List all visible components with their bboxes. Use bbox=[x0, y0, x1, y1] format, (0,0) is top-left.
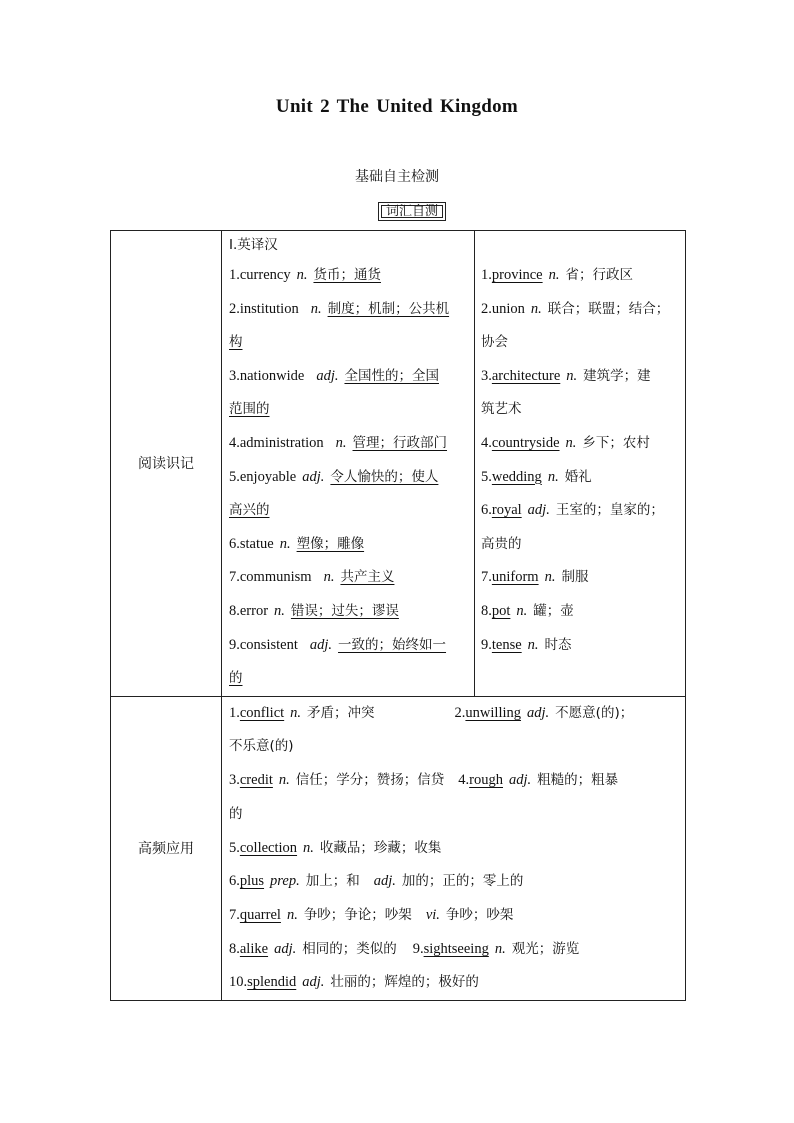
left-column-cell: Ⅰ.英译汉 1.currency n. 货币；通货 2.institution n. 制度；机制；公共机 构 3.nationwide adj. 全国性的；全国 范围的 4.administration n. 管理；行政部门 5.enjoyable adj. 令人愉快的；使人 高兴的 6.statue n. 塑像；雕像 7.communism n. 共产主义 8.error n. 错误；过失；谬误 9.consistent adj. 一致的；始终如一 的 bbox=[222, 231, 475, 697]
list-item: 9.tense n. 时态 bbox=[481, 636, 572, 653]
row-label-reading: 阅读识记 bbox=[111, 231, 222, 697]
list-item: 10.splendid adj. 壮丽的；辉煌的；极好的 bbox=[229, 974, 479, 991]
list-item: 1.currency n. 货币；通货 bbox=[229, 267, 381, 283]
list-item: 4.administration n. 管理；行政部门 bbox=[229, 434, 448, 451]
list-item: 6.statue n. 塑像；雕像 bbox=[229, 535, 365, 552]
exercise-heading: Ⅰ.英译汉 bbox=[229, 237, 278, 253]
list-item: 8.error n. 错误；过失；谬误 bbox=[229, 602, 399, 619]
list-item: 7.uniform n. 制服 bbox=[481, 569, 589, 586]
list-item: 3.credit n. 信任；学分；赞扬；信贷 4.rough adj. 粗糙的；粗暴 bbox=[229, 772, 619, 789]
list-item: 4.countryside n. 乡下；农村 bbox=[481, 434, 650, 451]
vocabulary-table bbox=[110, 230, 686, 1001]
list-item: 1.province n. 省；行政区 bbox=[481, 267, 633, 283]
list-item: 3.architecture n. 建筑学；建 bbox=[481, 367, 651, 384]
list-item: 5.collection n. 收藏品；珍藏；收集 bbox=[229, 839, 442, 856]
section-subtitle: 基础自主检测 bbox=[355, 169, 439, 185]
list-item: 5.enjoyable adj. 令人愉快的；使人 bbox=[229, 468, 439, 485]
list-item: 7.communism n. 共产主义 bbox=[229, 569, 395, 586]
row-label-frequent: 高频应用 bbox=[111, 696, 222, 1000]
list-item: 9.consistent adj. 一致的；始终如一 bbox=[229, 636, 447, 653]
section-box-label bbox=[378, 202, 446, 221]
list-item: 8.alike adj. 相同的；类似的 9.sightseeing n. 观光；游览 bbox=[229, 940, 580, 957]
list-item: 6.royal adj. 王室的；皇家的； bbox=[481, 502, 664, 519]
list-item: 2.institution n. 制度；机制；公共机 bbox=[229, 300, 450, 317]
page-title: Unit 2 The United Kingdom bbox=[275, 96, 519, 117]
table-row-frequent bbox=[111, 696, 686, 1000]
list-item: 1.conflict n. 矛盾；冲突 2.unwilling adj. 不愿意(的)； bbox=[229, 704, 634, 721]
section-box-text: 词汇自测 bbox=[385, 204, 438, 219]
list-item: 2.union n. 联合；联盟；结合； bbox=[481, 300, 670, 317]
right-column-cell: 1.province n. 省；行政区 2.union n. 联合；联盟；结合； 协会 3.architecture n. 建筑学；建 筑艺术 4.countryside n. 乡下；农村 5.wedding n. 婚礼 6.royal adj. 王室的；皇家的； 高贵的 7.uniform n. 制服 8.pot n. 罐；壶 9.tense n. 时态 bbox=[475, 231, 686, 697]
list-item: 3.nationwide adj. 全国性的；全国 bbox=[229, 367, 439, 384]
list-item: 5.wedding n. 婚礼 bbox=[481, 468, 592, 485]
table-row-reading bbox=[111, 231, 686, 697]
frequent-words-cell: 1.conflict n. 矛盾；冲突 2.unwilling adj. 不愿意(的)； 不乐意(的) 3.credit n. 信任；学分；赞扬；信贷 4.rough adj. 粗糙的；粗暴 的 5.collection n. 收藏品；珍藏；收集 6.plus prep. 加上；和 adj. 加的；正的；零上的 7.quarrel n. 争吵；争论；吵架 vi. 争吵；吵架 8.alike adj. 相同的；类似的 9.sightseeing n. 观光；游览 10.splendid adj. 壮丽的；辉煌的；极好的 bbox=[222, 696, 686, 1000]
list-item: 7.quarrel n. 争吵；争论；吵架 vi. 争吵；吵架 bbox=[229, 906, 514, 923]
list-item: 6.plus prep. 加上；和 adj. 加的；正的；零上的 bbox=[229, 873, 524, 890]
list-item: 8.pot n. 罐；壶 bbox=[481, 602, 574, 619]
